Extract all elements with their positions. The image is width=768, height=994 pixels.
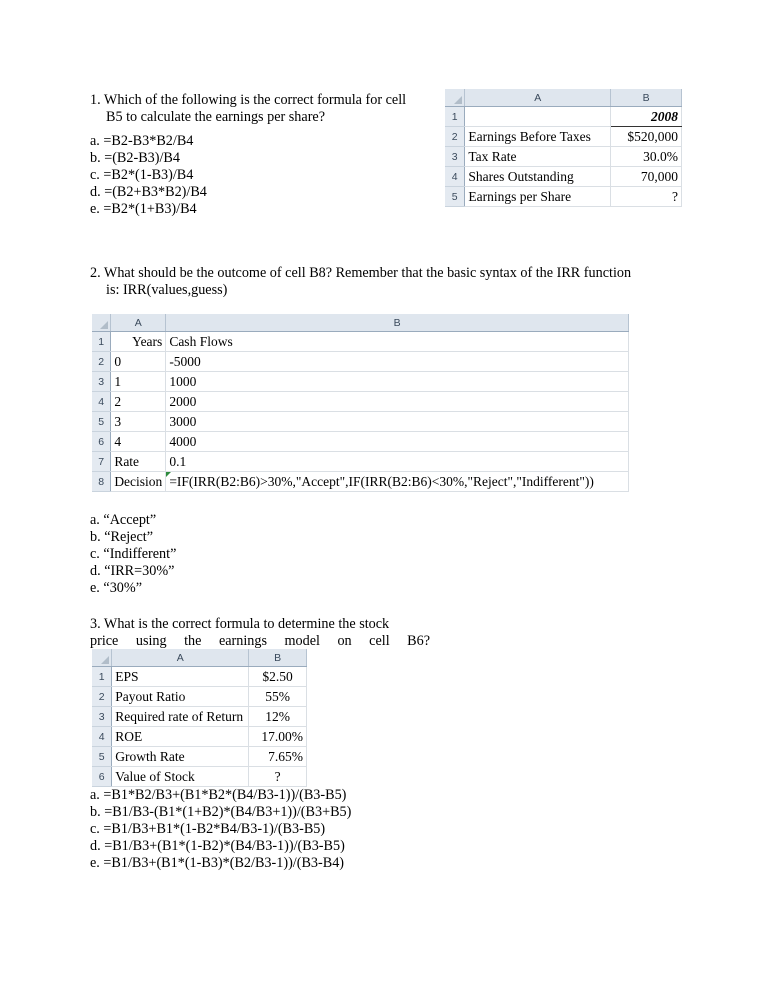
row-header: 6 (92, 767, 112, 787)
row-header: 5 (92, 412, 111, 432)
cell-b4: 2000 (166, 392, 629, 412)
cell-b1: Cash Flows (166, 332, 629, 352)
column-header-b: B (611, 89, 682, 107)
spreadsheet-q2 (92, 314, 629, 492)
cell-b6: 4000 (166, 432, 629, 452)
question-3-text-line1: 3. What is the correct formula to determine the stock (90, 616, 390, 632)
select-all-corner (445, 89, 465, 107)
column-header-a: A (465, 89, 611, 107)
select-all-corner (92, 649, 112, 667)
row-header: 7 (92, 452, 111, 472)
option-b: b. =(B2-B3)/B4 (90, 150, 180, 166)
cell-b3: 30.0% (611, 147, 682, 167)
column-header-a: A (111, 314, 166, 332)
option-c: c. =B1/B3+B1*(1-B2*B4/B3-1)/(B3-B5) (90, 821, 326, 837)
spreadsheet-q1 (445, 89, 682, 207)
cell-b2: $520,000 (611, 127, 682, 147)
select-all-corner (92, 314, 111, 332)
cell-b1: $2.50 (249, 667, 307, 687)
option-c: c. =B2*(1-B3)/B4 (90, 167, 194, 183)
cell-b8-formula: =IF(IRR(B2:B6)>30%,"Accept",IF(IRR(B2:B6)<30%,"Reject","Indifferent")) (166, 472, 629, 492)
cell-b2: 55% (249, 687, 307, 707)
question-2-text-line2: is: IRR(values,guess) (106, 282, 228, 298)
question-1-text-line2: B5 to calculate the earnings per share? (106, 109, 326, 125)
cell-b4: 17.00% (249, 727, 307, 747)
cell-a1 (465, 107, 611, 127)
cell-a1: Years (111, 332, 166, 352)
cell-b5: 3000 (166, 412, 629, 432)
cell-a8: Decision (111, 472, 166, 492)
cell-b3: 1000 (166, 372, 629, 392)
cell-a2: Earnings Before Taxes (465, 127, 611, 147)
row-header: 3 (445, 147, 465, 167)
cell-a3: Required rate of Return (112, 707, 249, 727)
option-e: e. =B2*(1+B3)/B4 (90, 201, 197, 217)
column-header-b: B (166, 314, 629, 332)
option-a: a. “Accept” (90, 512, 157, 528)
question-3-options (90, 787, 351, 872)
cell-a4: 2 (111, 392, 166, 412)
option-b: b. =B1/B3-(B1*(1+B2)*(B4/B3+1))/(B3+B5) (90, 804, 352, 820)
option-d: d. =B1/B3+(B1*(1-B2)*(B4/B3-1))/(B3-B5) (90, 838, 345, 854)
row-header: 8 (92, 472, 111, 492)
row-header: 2 (92, 687, 112, 707)
cell-a4: ROE (112, 727, 249, 747)
option-e: e. =B1/B3+(B1*(1-B3)*(B2/B3-1))/(B3-B4) (90, 855, 345, 871)
option-d: d. =(B2+B3*B2)/B4 (90, 184, 207, 200)
question-1 (90, 92, 406, 126)
option-e: e. “30%” (90, 580, 142, 596)
cell-a1: EPS (112, 667, 249, 687)
cell-b5: 7.65% (249, 747, 307, 767)
question-2-text-line1: 2. What should be the outcome of cell B8? Remember that the basic syntax of the IRR function (90, 265, 632, 281)
row-header: 1 (445, 107, 465, 127)
row-header: 5 (92, 747, 112, 767)
question-1-options (90, 133, 207, 218)
column-header-a: A (112, 649, 249, 667)
row-header: 5 (445, 187, 465, 207)
row-header: 4 (92, 392, 111, 412)
row-header: 4 (445, 167, 465, 187)
spreadsheet-q3 (92, 649, 307, 787)
cell-a6: 4 (111, 432, 166, 452)
cell-a3: 1 (111, 372, 166, 392)
option-c: c. “Indifferent” (90, 546, 177, 562)
cell-a7: Rate (111, 452, 166, 472)
cell-a5: Growth Rate (112, 747, 249, 767)
question-1-text-line1: 1. Which of the following is the correct formula for cell (90, 92, 407, 108)
row-header: 3 (92, 372, 111, 392)
cell-b6: ? (249, 767, 307, 787)
cell-b3: 12% (249, 707, 307, 727)
option-b: b. “Reject” (90, 529, 154, 545)
cell-b2: -5000 (166, 352, 629, 372)
cell-b5: ? (611, 187, 682, 207)
cell-a5: 3 (111, 412, 166, 432)
row-header: 3 (92, 707, 112, 727)
question-3-text-line2: price using the earnings model on cell B6? (90, 633, 430, 649)
cell-a2: Payout Ratio (112, 687, 249, 707)
cell-a4: Shares Outstanding (465, 167, 611, 187)
cell-b4: 70,000 (611, 167, 682, 187)
row-header: 4 (92, 727, 112, 747)
row-header: 2 (92, 352, 111, 372)
cell-a5: Earnings per Share (465, 187, 611, 207)
option-a: a. =B2-B3*B2/B4 (90, 133, 194, 149)
cell-b1: 2008 (611, 107, 682, 127)
question-3 (90, 616, 430, 650)
cell-a6: Value of Stock (112, 767, 249, 787)
option-d: d. “IRR=30%” (90, 563, 175, 579)
row-header: 2 (445, 127, 465, 147)
cell-a2: 0 (111, 352, 166, 372)
cell-a3: Tax Rate (465, 147, 611, 167)
row-header: 1 (92, 667, 112, 687)
option-a: a. =B1*B2/B3+(B1*B2*(B4/B3-1))/(B3-B5) (90, 787, 347, 803)
question-2-options (90, 512, 176, 597)
cell-b7: 0.1 (166, 452, 629, 472)
question-2 (90, 265, 680, 299)
row-header: 1 (92, 332, 111, 352)
row-header: 6 (92, 432, 111, 452)
column-header-b: B (249, 649, 307, 667)
